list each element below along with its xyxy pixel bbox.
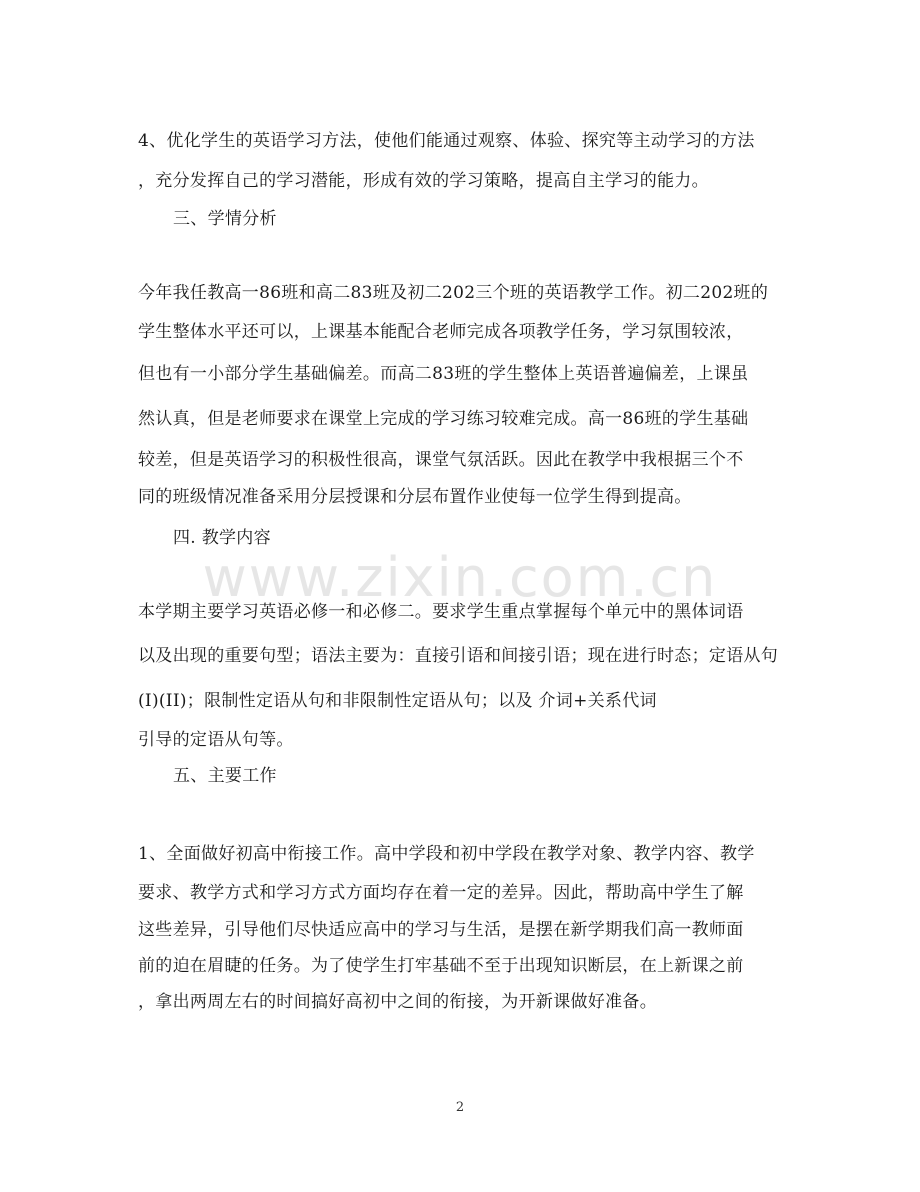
paragraph-line: 然认真，但是老师要求在课堂上完成的学习练习较难完成。高一86班的学生基础 <box>138 409 749 429</box>
paragraph-line: 学生整体水平还可以，上课基本能配合老师完成各项教学任务，学习氛围较浓， <box>138 322 744 342</box>
paragraph-line: (I)(II)；限制性定语从句和非限制性定语从句；以及 介词+关系代词 <box>138 691 657 711</box>
section-heading: 五、主要工作 <box>173 766 277 786</box>
paragraph-line: 较差，但是英语学习的积极性很高，课堂气氛活跃。因此在教学中我根据三个不 <box>138 450 744 470</box>
paragraph-line: 要求、教学方式和学习方式方面均存在着一定的差异。因此，帮助高中学生了解 <box>138 883 744 903</box>
paragraph-line: 4、优化学生的英语学习方法，使他们能通过观察、体验、探究等主动学习的方法 <box>138 131 755 151</box>
paragraph-line: 这些差异，引导他们尽快适应高中的学习与生活，是摆在新学期我们高一教师面 <box>138 920 744 940</box>
paragraph-line: 但也有一小部分学生基础偏差。而高二83班的学生整体上英语普遍偏差，上课虽 <box>138 364 749 384</box>
page-number: 2 <box>455 1100 465 1115</box>
paragraph-line: 同的班级情况准备采用分层授课和分层布置作业使每一位学生得到提高。 <box>138 487 692 507</box>
paragraph-line: ，充分发挥自己的学习潜能，形成有效的学习策略，提高自主学习的能力。 <box>138 171 709 191</box>
paragraph-line: 引导的定语从句等。 <box>138 730 294 750</box>
section-heading: 三、学情分析 <box>173 209 277 229</box>
paragraph-line: 今年我任教高一86班和高二83班及初二202三个班的英语教学工作。初二202班的 <box>138 283 769 303</box>
paragraph-line: ，拿出两周左右的时间搞好高初中之间的衔接，为开新课做好准备。 <box>138 992 657 1012</box>
paragraph-line: 本学期主要学习英语必修一和必修二。要求学生重点掌握每个单元中的黑体词语 <box>138 602 744 622</box>
watermark: www.zixin.com.cn <box>202 546 718 609</box>
paragraph-line: 1、全面做好初高中衔接工作。高中学段和初中学段在教学对象、教学内容、教学 <box>138 844 755 864</box>
section-heading: 四. 教学内容 <box>173 528 271 548</box>
paragraph-line: 前的迫在眉睫的任务。为了使学生打牢基础不至于出现知识断层，在上新课之前 <box>138 956 744 976</box>
paragraph-line: 以及出现的重要句型；语法主要为：直接引语和间接引语；现在进行时态；定语从句 <box>138 646 779 666</box>
